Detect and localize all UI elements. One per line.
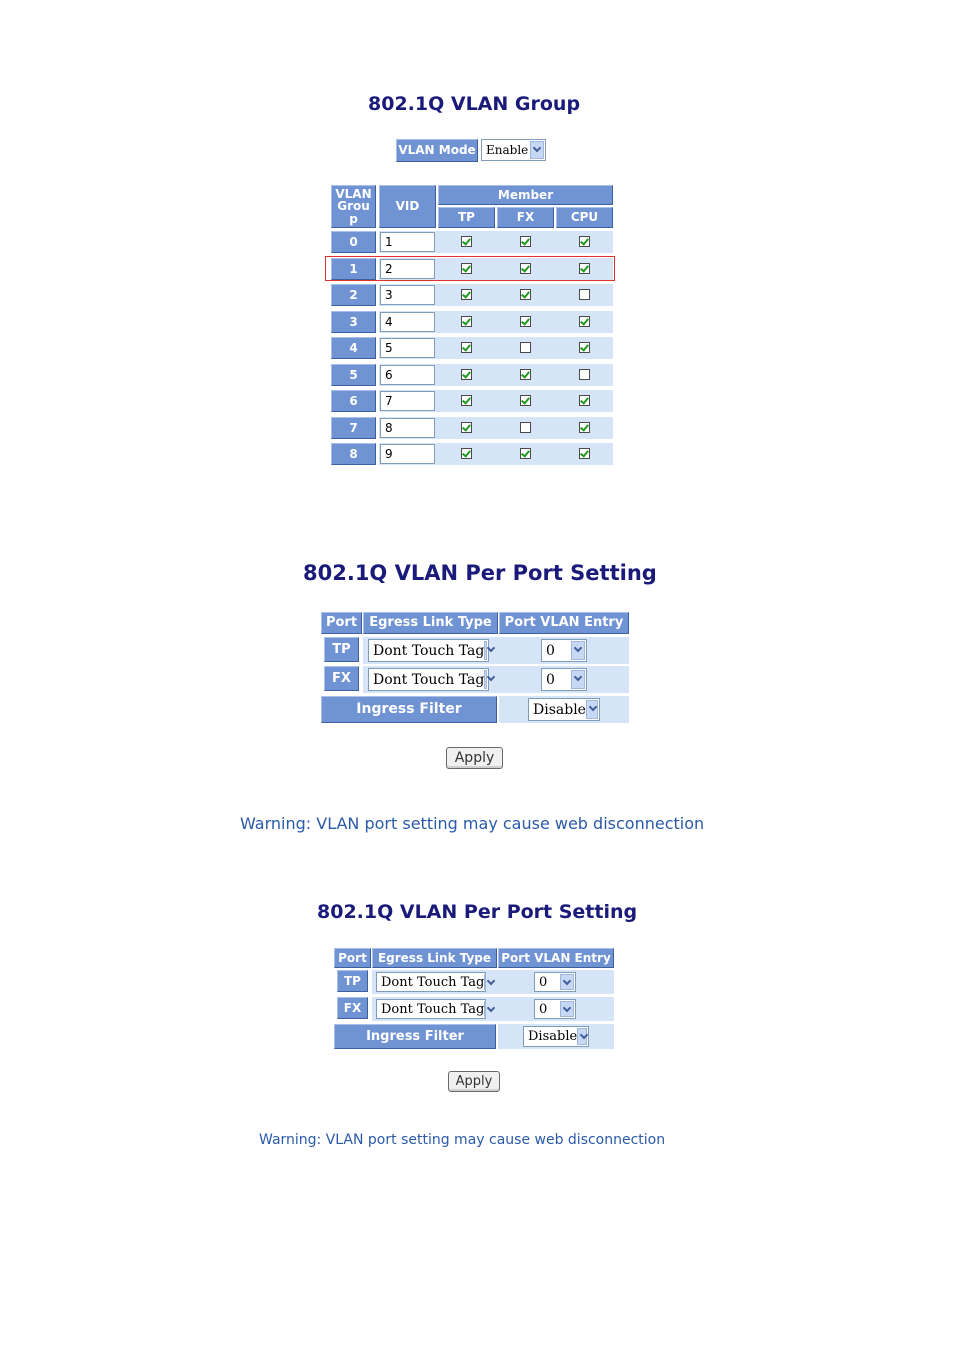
warning-text: Warning: VLAN port setting may cause web disconnection [259,1132,666,1148]
cpu-member-checkbox[interactable] [579,448,590,459]
chevron-down-icon [571,641,585,660]
vlan-group-id: 1 [331,258,376,280]
chevron-down-icon [484,1001,486,1017]
port-label: FX [337,997,368,1019]
col-header-vid: VID [379,185,436,228]
cpu-member-checkbox[interactable] [579,316,590,327]
tp-member-checkbox[interactable] [461,448,472,459]
port-vlan-entry-select[interactable] [541,668,587,691]
col-header-egress-link-type: Egress Link Type [372,948,497,968]
ingress-filter-select[interactable] [528,698,600,721]
chevron-down-icon [484,974,486,990]
egress-link-type-select[interactable] [376,972,486,992]
vlan-group-id: 8 [331,443,376,465]
fx-member-checkbox[interactable] [520,369,531,380]
cpu-member-checkbox[interactable] [579,236,590,247]
fx-member-checkbox[interactable] [520,236,531,247]
vid-input[interactable] [380,391,435,411]
egress-link-type-value: Dont Touch Tag [381,974,485,990]
vlan-group-id: 6 [331,390,376,412]
fx-member-checkbox[interactable] [520,316,531,327]
apply-button[interactable]: Apply [446,747,503,769]
vid-input[interactable] [380,444,435,464]
vid-input[interactable] [380,365,435,385]
egress-link-type-value: Dont Touch Tag [373,642,485,659]
chevron-down-icon [571,670,585,689]
apply-button[interactable]: Apply [448,1071,500,1092]
egress-link-type-select[interactable] [376,999,486,1019]
col-header-member: Member [438,185,613,205]
cpu-member-checkbox[interactable] [579,422,590,433]
cpu-member-checkbox[interactable] [579,395,590,406]
vid-input[interactable] [380,285,435,305]
tp-member-checkbox[interactable] [461,316,472,327]
col-header-egress-link-type: Egress Link Type [363,612,498,634]
egress-link-type-select[interactable] [368,639,489,662]
col-header-fx: FX [497,207,554,228]
port-label: TP [337,970,368,992]
tp-member-checkbox[interactable] [461,369,472,380]
cpu-member-checkbox[interactable] [579,289,590,300]
fx-member-checkbox[interactable] [520,342,531,353]
cpu-member-checkbox[interactable] [579,342,590,353]
vid-input[interactable] [380,312,435,332]
vid-input[interactable] [380,418,435,438]
egress-link-type-select[interactable] [368,668,489,691]
vlan-group-id: 4 [331,337,376,359]
vlan-group-id: 0 [331,231,376,253]
port-vlan-entry-select[interactable] [541,639,587,662]
tp-member-checkbox[interactable] [461,422,472,433]
chevron-down-icon [484,670,487,689]
port-vlan-entry-value: 0 [546,642,555,659]
port-label: FX [324,666,359,691]
fx-member-checkbox[interactable] [520,289,531,300]
vlan-group-id: 7 [331,417,376,439]
chevron-down-icon [586,700,598,719]
vlan-group-id: 5 [331,364,376,386]
warning-text: Warning: VLAN port setting may cause web disconnection [240,814,705,833]
vlan-mode-select[interactable] [481,139,546,161]
tp-member-checkbox[interactable] [461,289,472,300]
tp-member-checkbox[interactable] [461,395,472,406]
tp-member-checkbox[interactable] [461,236,472,247]
fx-member-checkbox[interactable] [520,395,531,406]
egress-link-type-value: Dont Touch Tag [373,671,485,688]
col-header-port-vlan-entry: Port VLAN Entry [498,948,614,968]
vlan-group-id: 2 [331,284,376,306]
col-header-tp: TP [438,207,495,228]
tp-member-checkbox[interactable] [461,342,472,353]
port-label: TP [324,637,359,662]
fx-member-checkbox[interactable] [520,422,531,433]
selected-row-highlight [325,256,615,281]
ingress-filter-label: Ingress Filter [321,696,497,723]
port-vlan-entry-value: 0 [539,1001,548,1017]
col-header-cpu: CPU [556,207,613,228]
ingress-filter-value: Disable [533,701,586,718]
chevron-down-icon [484,641,487,660]
vlan-group-id: 3 [331,311,376,333]
vid-input[interactable] [380,232,435,252]
vlan-mode-label: VLAN Mode [396,139,478,162]
col-header-port-vlan-entry: Port VLAN Entry [499,612,629,634]
cpu-member-checkbox[interactable] [579,369,590,380]
col-header-vlan-group [331,185,376,228]
ingress-filter-label: Ingress Filter [334,1024,496,1049]
chevron-down-icon [560,1001,574,1017]
vlan-mode-value: Enable [486,143,529,157]
chevron-down-icon [577,1028,587,1045]
vlan-group-header-text: VLAN Group [335,186,372,226]
fx-member-checkbox[interactable] [520,448,531,459]
col-header-port: Port [334,948,371,968]
col-header-port: Port [321,612,362,634]
port-vlan-entry-select[interactable] [534,999,576,1019]
port-vlan-entry-select[interactable] [534,972,576,992]
ingress-filter-select[interactable] [523,1026,589,1047]
egress-link-type-value: Dont Touch Tag [381,1001,485,1017]
vid-input[interactable] [380,338,435,358]
ingress-filter-value: Disable [528,1029,578,1044]
port-setting-title: 802.1Q VLAN Per Port Setting [317,901,638,923]
port-setting-title: 802.1Q VLAN Per Port Setting [303,561,657,585]
vlan-group-title: 802.1Q VLAN Group [368,93,581,115]
port-vlan-entry-value: 0 [546,671,555,688]
port-vlan-entry-value: 0 [539,974,548,990]
chevron-down-icon [560,974,574,990]
chevron-down-icon [530,141,544,159]
